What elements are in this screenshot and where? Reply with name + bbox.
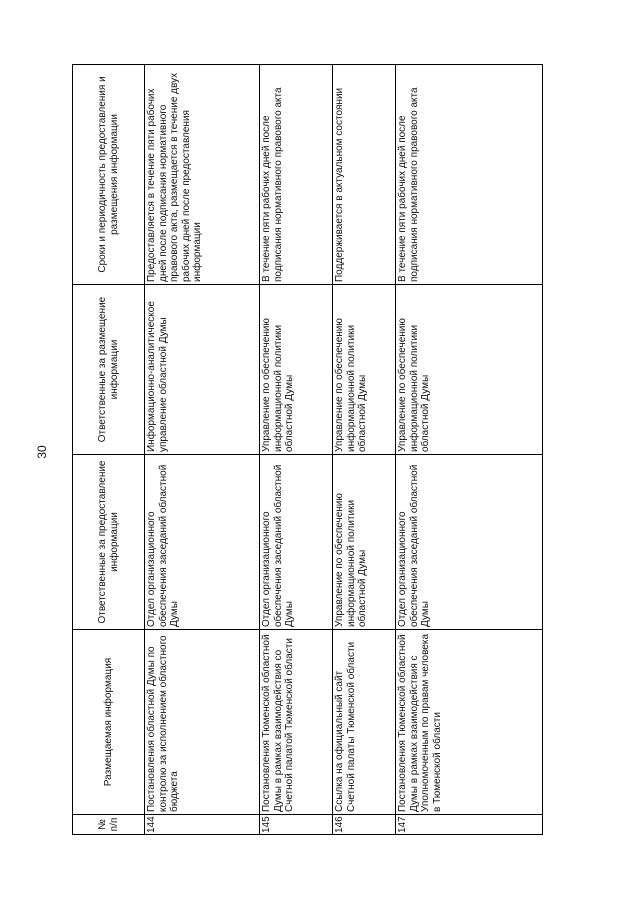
row-info: Постановления областной Думы по контролю за исполнением областного бюджета [145,630,260,815]
info-table [72,64,543,835]
rotated-table-wrapper [72,65,542,835]
row-placer: Информационно-аналитическое управление областной Думы [145,285,260,455]
row-provider: Отдел организационного обеспечения заседаний областной Думы [260,455,333,630]
row-terms: В течение пяти рабочих дней после подписания нормативного правового акта [396,65,543,285]
table-row [145,65,260,835]
table-header-row [73,65,145,835]
header-provider: Ответственные за предоставление информации [73,455,145,630]
row-info: Постановления Тюменской областной Думы в рамках взаимодействия со Счетной палатой Тюменской области [260,630,333,815]
row-provider: Управление по обеспечению информационной политики областной Думы [333,455,396,630]
row-number: 146 [333,815,396,835]
table-row [396,65,543,835]
row-placer: Управление по обеспечению информационной политики областной Думы [333,285,396,455]
page-number: 30 [35,445,49,459]
row-placer: Управление по обеспечению информационной политики областной Думы [260,285,333,455]
row-info: Постановления Тюменской областной Думы в рамках взаимодействия с Уполномоченным по правам человека в Тюменской области [396,630,543,815]
table-row [333,65,396,835]
header-placer: Ответственные за размещение информации [73,285,145,455]
row-terms: Предоставляется в течение пяти рабочих дней после подписания нормативного правового акта, размещается в течение двух рабочих дней после предоставления информации [145,65,260,285]
table-row [260,65,333,835]
row-number: 144 [145,815,260,835]
row-number: 145 [260,815,333,835]
row-info: Ссылка на официальный сайт Счетной палаты Тюменской области [333,630,396,815]
row-terms: Поддерживается в актуальном состоянии [333,65,396,285]
header-number: № п/п [73,815,145,835]
row-provider: Отдел организационного обеспечения заседаний областной Думы [145,455,260,630]
row-placer: Управление по обеспечению информационной политики областной Думы [396,285,543,455]
header-info: Размещаемая информация [73,630,145,815]
row-terms: В течение пяти рабочих дней после подписания нормативного правового акта [260,65,333,285]
row-number: 147 [396,815,543,835]
header-terms: Сроки и периодичность предоставления и размещения информации [73,65,145,285]
row-provider: Отдел организационного обеспечения заседаний областной Думы [396,455,543,630]
